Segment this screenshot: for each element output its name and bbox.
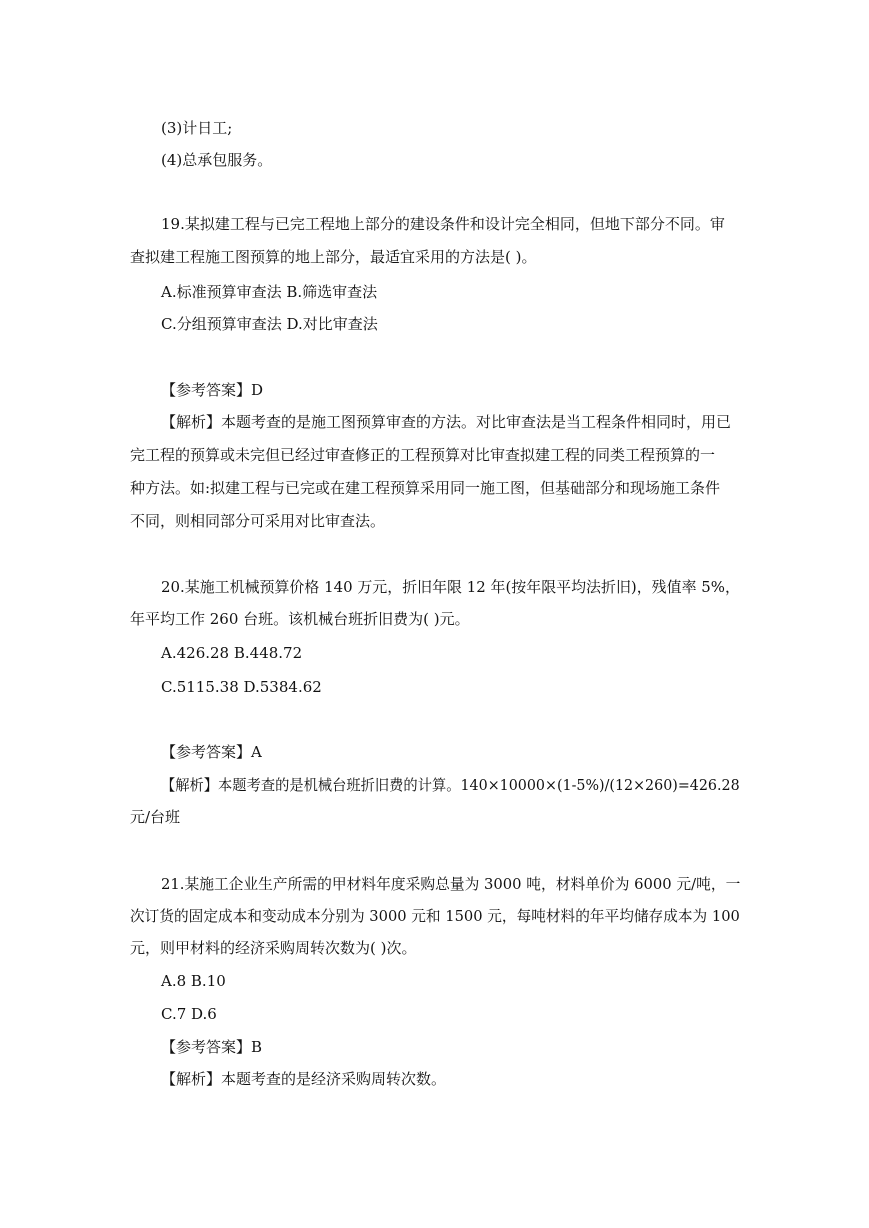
question-20-options-c-d: C.5115.38 D.5384.62 bbox=[161, 678, 322, 696]
question-20-explanation-line-2: 元/台班 bbox=[130, 808, 181, 826]
question-21-line-3: 元，则甲材料的经济采购周转次数为( )次。 bbox=[130, 939, 417, 957]
question-19-explanation-line-3: 种方法。如:拟建工程与已完或在建工程预算采用同一施工图，但基础部分和现场施工条件 bbox=[130, 479, 721, 497]
question-21-options-c-d: C.7 D.6 bbox=[161, 1005, 217, 1023]
list-item-day-work: (3)计日工; bbox=[161, 119, 233, 137]
question-19-line-1: 19.某拟建工程与已完工程地上部分的建设条件和设计完全相同，但地下部分不同。审 bbox=[161, 215, 725, 233]
question-19-answer: 【参考答案】D bbox=[161, 381, 264, 399]
question-21-options-a-b: A.8 B.10 bbox=[161, 972, 226, 990]
question-19-explanation-line-1: 【解析】本题考查的是施工图预算审查的方法。对比审查法是当工程条件相同时，用已 bbox=[161, 413, 732, 431]
question-20-line-1: 20.某施工机械预算价格 140 万元，折旧年限 12 年(按年限平均法折旧)，残值率 5%， bbox=[161, 578, 740, 596]
question-20-explanation-line-1: 【解析】本题考查的是机械台班折旧费的计算。140×10000×(1-5%)/(12×260)=426.28 bbox=[161, 776, 740, 794]
question-19-line-2: 查拟建工程施工图预算的地上部分，最适宜采用的方法是( )。 bbox=[130, 248, 537, 266]
question-19-options-a-b: A.标准预算审查法 B.筛选审查法 bbox=[161, 283, 378, 301]
question-20-line-2: 年平均工作 260 台班。该机械台班折旧费为( )元。 bbox=[130, 610, 470, 628]
question-20-answer: 【参考答案】A bbox=[161, 743, 262, 761]
question-21-line-2: 次订货的固定成本和变动成本分别为 3000 元和 1500 元，每吨材料的年平均储存成本为 100 bbox=[130, 907, 740, 925]
question-21-line-1: 21.某施工企业生产所需的甲材料年度采购总量为 3000 吨，材料单价为 6000 元/吨，一 bbox=[161, 875, 741, 893]
question-21-explanation-line-1: 【解析】本题考查的是经济采购周转次数。 bbox=[161, 1070, 447, 1088]
question-21-answer: 【参考答案】B bbox=[161, 1038, 263, 1056]
question-19-options-c-d: C.分组预算审查法 D.对比审查法 bbox=[161, 315, 378, 333]
list-item-general-contract-service: (4)总承包服务。 bbox=[161, 151, 273, 169]
question-19-explanation-line-4: 不同，则相同部分可采用对比审查法。 bbox=[130, 512, 386, 530]
question-20-options-a-b: A.426.28 B.448.72 bbox=[161, 644, 303, 662]
question-19-explanation-line-2: 完工程的预算或未完但已经过审查修正的工程预算对比审查拟建工程的同类工程预算的一 bbox=[130, 446, 716, 464]
